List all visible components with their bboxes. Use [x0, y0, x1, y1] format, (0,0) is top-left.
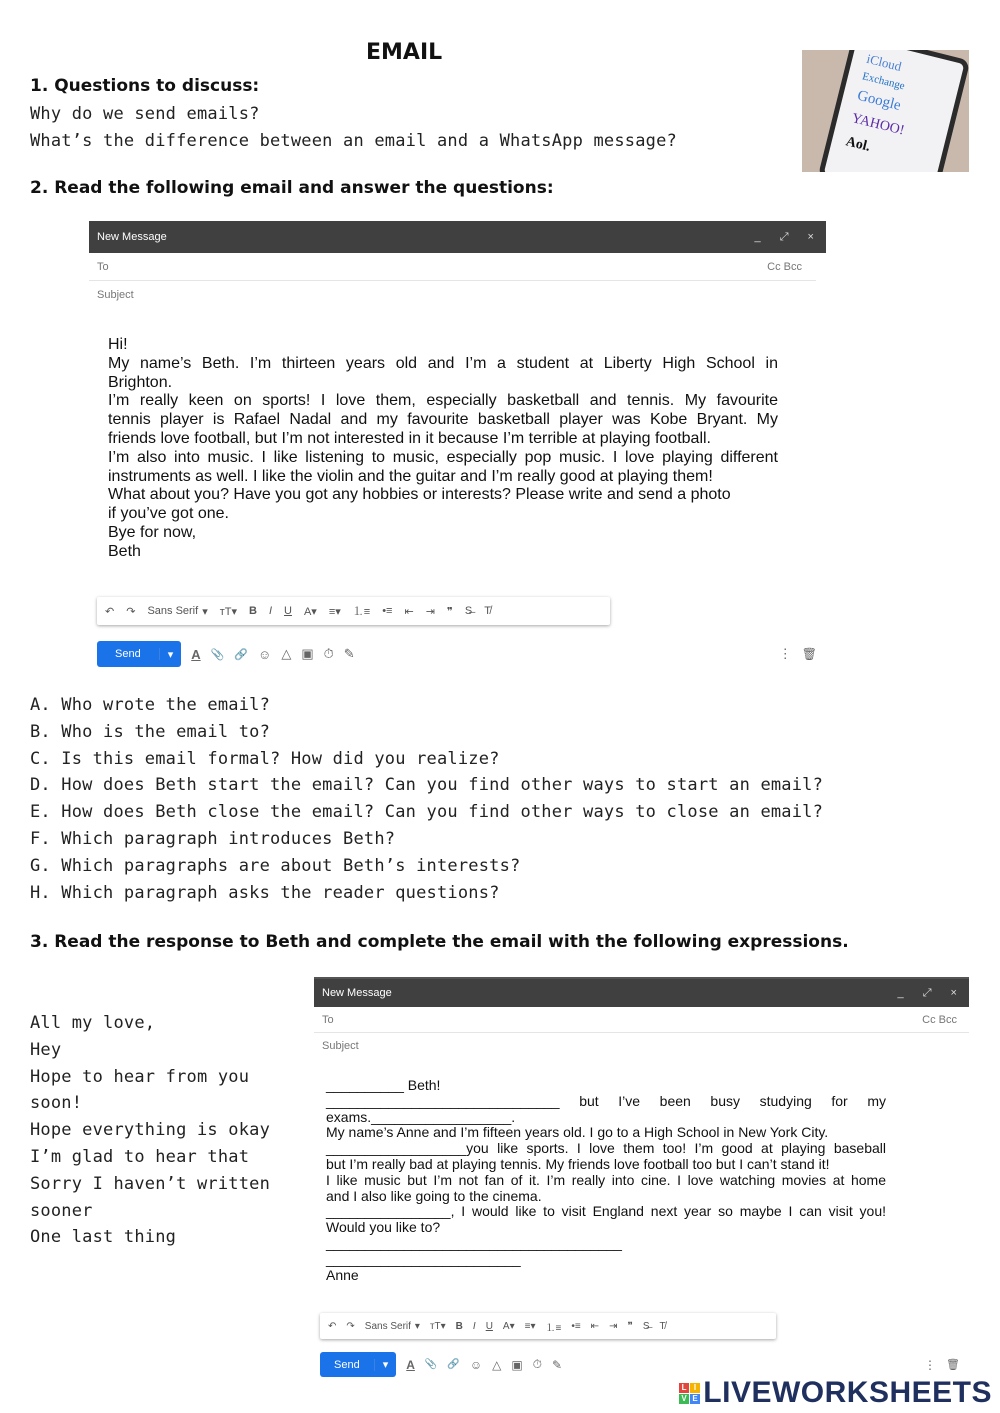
text-size-icon[interactable]: ᴛT▾: [219, 605, 237, 618]
discussion-question-2: What’s the difference between an email and a WhatsApp message?: [30, 131, 677, 151]
bulleted-list-icon[interactable]: •≡: [571, 1320, 581, 1332]
font-select[interactable]: Sans Serif: [364, 1320, 411, 1332]
email1-line: I’m really keen on sports! I love them, especially basketball and tennis. My favourite: [108, 392, 778, 410]
section3-heading: 3. Read the response to Beth and complete the email with the following expressions.: [30, 932, 849, 952]
email2-cc-bcc[interactable]: Cc Bcc: [922, 1013, 957, 1026]
email2-to-label: To: [322, 1013, 334, 1026]
email2-to-field[interactable]: [314, 1007, 969, 1033]
expression-item: I’m glad to hear that: [30, 1146, 250, 1167]
format-icon[interactable]: A: [406, 1357, 415, 1372]
email2-subject-field[interactable]: [314, 1033, 969, 1059]
more-options-icon[interactable]: ⋮: [924, 1357, 937, 1372]
text-size-icon[interactable]: ᴛT▾: [429, 1320, 446, 1332]
exchange-label: Exchange: [860, 70, 906, 93]
bold-icon[interactable]: B: [249, 605, 257, 617]
email2-line: __________ Beth!: [326, 1077, 441, 1093]
strikethrough-icon[interactable]: S̶: [464, 605, 473, 617]
trash-icon[interactable]: 🗑: [801, 647, 817, 661]
email2-line: _________________________: [326, 1250, 521, 1267]
more-options-icon[interactable]: ⋮: [778, 646, 792, 661]
redo-icon[interactable]: ↷: [126, 605, 136, 618]
email1-body[interactable]: [108, 336, 778, 562]
email1-window-controls[interactable]: _ ⤢ ×: [754, 230, 822, 243]
email2-line: Anne: [326, 1266, 359, 1283]
email1-line: What about you? Have you got any hobbies or interests? Please write and send a photo: [108, 486, 731, 504]
signature-icon[interactable]: ✎: [552, 1357, 563, 1372]
align-icon[interactable]: ≡▾: [524, 1320, 536, 1332]
outdent-icon[interactable]: ⇤: [404, 605, 414, 618]
email1-line: Beth: [108, 542, 141, 560]
send-label: Send: [97, 648, 160, 660]
drive-icon[interactable]: △: [492, 1357, 502, 1372]
icloud-label: iCloud: [865, 50, 904, 74]
chevron-down-icon[interactable]: ▾: [414, 1320, 420, 1332]
section1-heading: 1. Questions to discuss:: [30, 76, 260, 96]
email1-line: if you’ve got one.: [108, 505, 229, 523]
send-button[interactable]: [97, 641, 181, 667]
email1-line: tennis player is Rafael Nadal and my favourite basketball player was Kobe Bryant. My: [108, 411, 778, 429]
format-icon[interactable]: A: [191, 646, 201, 662]
email2-format-toolbar: [320, 1313, 776, 1339]
photo-icon[interactable]: ▣: [301, 646, 314, 661]
question-h: H. Which paragraph asks the reader questions?: [30, 882, 500, 903]
email2-line: exams.__________________.: [326, 1108, 516, 1125]
numbered-list-icon[interactable]: ⒈≡: [545, 1322, 562, 1334]
chevron-down-icon[interactable]: ▾: [202, 605, 208, 618]
expressions-list: [30, 1010, 290, 1251]
expression-item: Hey: [30, 1039, 62, 1060]
trash-icon[interactable]: 🗑: [946, 1359, 960, 1371]
email2-window-title: New Message: [322, 987, 392, 999]
strikethrough-icon[interactable]: S̶: [642, 1320, 650, 1332]
liveworksheets-logo: [679, 1376, 992, 1410]
send-options-icon[interactable]: ▾: [167, 648, 174, 661]
underline-icon[interactable]: U: [284, 605, 292, 617]
font-select[interactable]: Sans Serif: [147, 605, 199, 617]
email1-line: My name’s Beth. I’m thirteen years old and I’m a student at Liberty High School in: [108, 354, 778, 372]
confidential-icon[interactable]: ⏱: [323, 646, 334, 661]
yahoo-label: YAHOO!: [850, 111, 906, 139]
email2-line: ________________, I would like to visit England next year so maybe I can visit you!: [326, 1203, 886, 1220]
email2-line: but I’m really bad at playing tennis. My friends love football too but I can’t stand it!: [326, 1155, 830, 1172]
email2-line: I like music but I’m not fan of it. I’m really into cine. I love watching movies at home: [326, 1171, 886, 1188]
send-options-icon[interactable]: ▾: [382, 1359, 389, 1371]
question-g: G. Which paragraphs are about Beth’s interests?: [30, 855, 521, 876]
question-b: B. Who is the email to?: [30, 721, 271, 742]
undo-icon[interactable]: ↶: [105, 605, 115, 618]
italic-icon[interactable]: I: [472, 1320, 476, 1332]
email2-line: __________________you like sports. I love them too! I’m good at playing baseball: [326, 1140, 886, 1157]
email2-line: Would you like to?: [326, 1219, 441, 1236]
question-e: E. How does Beth close the email? Can you find other ways to close an email?: [30, 802, 824, 823]
expression-item: Hope to hear from you: [30, 1066, 250, 1087]
quote-icon[interactable]: ❞: [627, 1320, 633, 1332]
discussion-question-1: Why do we send emails?: [30, 104, 260, 124]
question-f: F. Which paragraph introduces Beth?: [30, 828, 396, 849]
bulleted-list-icon[interactable]: •≡: [382, 605, 393, 617]
underline-icon[interactable]: U: [485, 1320, 493, 1332]
outdent-icon[interactable]: ⇤: [590, 1320, 600, 1332]
send-label: Send: [320, 1359, 375, 1371]
expression-item: sooner: [30, 1200, 93, 1221]
comprehension-questions: [30, 692, 830, 906]
google-label: Google: [855, 87, 903, 114]
email2-subject-label: Subject: [322, 1040, 359, 1052]
send-button[interactable]: [320, 1352, 396, 1377]
email2-send-row: [320, 1352, 960, 1377]
italic-icon[interactable]: I: [268, 605, 273, 617]
email1-subject-label: Subject: [97, 289, 134, 301]
text-color-icon[interactable]: A▾: [502, 1320, 515, 1332]
email1-cc-bcc[interactable]: Cc Bcc: [767, 260, 802, 273]
email1-line: Brighton.: [108, 373, 173, 391]
aol-label: Aol.: [844, 134, 872, 155]
link-icon[interactable]: 🔗: [234, 648, 249, 661]
page-title: EMAIL: [366, 40, 443, 65]
photo-icon[interactable]: ▣: [511, 1357, 523, 1372]
question-c: C. Is this email formal? How did you realize?: [30, 748, 500, 769]
clear-format-icon[interactable]: T̸: [484, 605, 491, 617]
email2-line: ______________________________________: [326, 1234, 622, 1251]
signature-icon[interactable]: ✎: [343, 646, 355, 661]
emoji-icon[interactable]: ☺: [258, 646, 272, 662]
expression-item: One last thing: [30, 1227, 177, 1248]
expression-item: soon!: [30, 1093, 83, 1114]
email2-compose-window: [314, 977, 969, 1059]
email1-line: instruments as well. I like the violin and the guitar and I’m really good at playing them!: [108, 467, 713, 485]
emoji-icon[interactable]: ☺: [469, 1357, 483, 1372]
email2-line: ______________________________ but I’ve been busy studying for my: [326, 1092, 886, 1109]
email2-title-bar: [314, 979, 969, 1007]
undo-icon[interactable]: ↶: [328, 1320, 337, 1332]
email1-to-label: To: [97, 260, 109, 273]
quote-icon[interactable]: ❞: [446, 605, 453, 618]
text-color-icon[interactable]: A▾: [303, 605, 317, 618]
email2-line: and I also like going to the cinema.: [326, 1187, 542, 1204]
liveworksheets-mark-icon: L I V E: [679, 1383, 700, 1404]
email1-line: Hi!: [108, 336, 128, 353]
bold-icon[interactable]: B: [455, 1320, 463, 1332]
numbered-list-icon[interactable]: ⒈≡: [352, 606, 371, 618]
email2-body[interactable]: [326, 1078, 886, 1283]
question-d: D. How does Beth start the email? Can you find other ways to start an email?: [30, 775, 824, 796]
email1-line: Bye for now,: [108, 523, 197, 541]
attach-icon[interactable]: 📎: [424, 1359, 438, 1370]
section2-heading: 2. Read the following email and answer the questions:: [30, 178, 554, 198]
email1-line: friends love football, but I’m not interested in it because I’m terrible at playing football.: [108, 429, 711, 447]
email1-subject-field[interactable]: [89, 281, 826, 309]
liveworksheets-text: LIVEWORKSHEETS: [703, 1376, 992, 1409]
attach-icon[interactable]: 📎: [210, 648, 225, 661]
email1-title-bar: [89, 221, 826, 253]
email2-window-controls[interactable]: _ ⤢ ×: [897, 986, 965, 999]
redo-icon[interactable]: ↷: [346, 1320, 355, 1332]
drive-icon[interactable]: △: [281, 646, 292, 661]
expression-item: Hope everything is okay: [30, 1120, 271, 1141]
expression-item: All my love,: [30, 1013, 156, 1033]
confidential-icon[interactable]: ⏱: [532, 1357, 543, 1371]
phone-email-apps-image: [802, 50, 969, 172]
email1-compose-window: [89, 221, 826, 313]
email1-window-title: New Message: [97, 231, 167, 243]
expression-item: Sorry I haven’t written: [30, 1173, 271, 1194]
align-icon[interactable]: ≡▾: [328, 605, 341, 618]
indent-icon[interactable]: ⇥: [425, 605, 435, 618]
email1-send-row: [97, 641, 817, 667]
question-a: A. Who wrote the email?: [30, 695, 271, 715]
email1-to-field[interactable]: [89, 253, 816, 281]
email1-line: I’m also into music. I like listening to music, especially pop music. I love playing different: [108, 448, 778, 466]
indent-icon[interactable]: ⇥: [609, 1320, 618, 1332]
link-icon[interactable]: 🔗: [447, 1359, 460, 1370]
clear-format-icon[interactable]: T̸: [659, 1320, 666, 1332]
email1-format-toolbar: [97, 597, 610, 625]
email2-line: My name’s Anne and I’m fifteen years old. I go to a High School in New York City.: [326, 1124, 829, 1141]
